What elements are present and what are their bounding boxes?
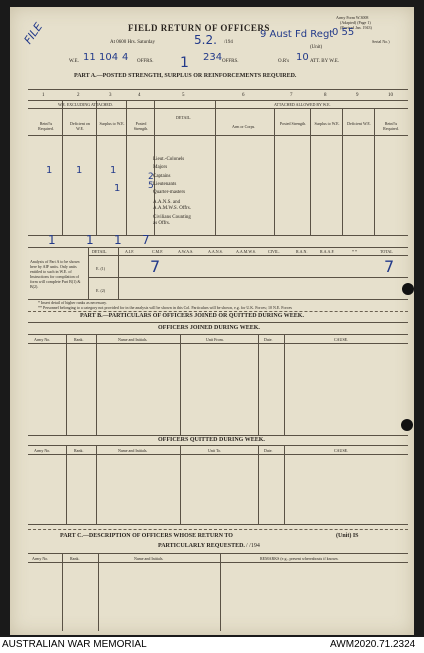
file-annotation: FILE — [21, 20, 46, 47]
col-divider — [126, 100, 127, 235]
col-number: 8 — [324, 93, 327, 98]
part-b-heading: PART B.—PARTICULARS OF OFFICERS JOINED OR QUITTED DURING WEEK. — [80, 313, 304, 319]
detail-row: Captains — [153, 174, 171, 179]
serial-handwritten: 0 55 — [332, 27, 355, 38]
joined-head: CAUSE. — [334, 337, 349, 342]
rule — [28, 247, 408, 248]
part-c-head: REMARKS (e.g., present whereabouts if known. — [260, 556, 339, 561]
analysis-head: C.M.F. — [152, 249, 164, 254]
col-head: Deficient on W.E. — [70, 121, 90, 131]
detail-row: A.A.N.S. and — [153, 200, 181, 205]
joined-title: OFFICERS JOINED DURING WEEK. — [158, 325, 260, 331]
offrs-label: OFFRS. — [137, 59, 154, 64]
col-head: Reinf'ts Required. — [383, 121, 399, 131]
col-divider — [284, 334, 285, 435]
document-page — [10, 7, 414, 635]
joined-head: Date. — [264, 337, 273, 342]
rule — [88, 255, 408, 256]
we-num-handwritten: 104 — [99, 52, 119, 63]
we-offrs-handwritten: 11 — [83, 52, 96, 63]
col-divider — [220, 553, 221, 631]
analysis-head: R.A.A.F. — [320, 249, 335, 254]
col-divider — [180, 334, 181, 435]
captains-count: 2 — [148, 172, 154, 182]
att-label: ATT. BY W.E. — [310, 59, 340, 64]
col-head: Posted Strength. — [133, 121, 149, 131]
col-divider — [274, 108, 275, 235]
footer-right: AWM2020.71.2324 — [330, 639, 416, 650]
col-head: Arm or Corps. — [232, 124, 256, 129]
analysis-note: Analysis of Part A to be shown here by AIF units. Only units entitled to such in W.E. of Instructions for compilation of form will complete Part B(1) & B(2). — [30, 259, 81, 289]
col-number: 7 — [290, 93, 293, 98]
analysis-head: A.A.N.S. — [208, 249, 223, 254]
col-divider — [98, 553, 99, 631]
col-head: Deficient W.E. — [347, 121, 371, 126]
detail-row: as Offrs. — [153, 221, 171, 226]
col-divider — [66, 445, 67, 524]
att-handwritten: 10 — [296, 52, 309, 63]
part-c-requested: PARTICULARLY REQUESTED. — [158, 543, 245, 549]
year: /194 — [224, 40, 233, 45]
analysis-head: R.A.N. — [296, 249, 308, 254]
quitted-head: Unit To. — [208, 448, 222, 453]
lieutenants-count: 5 — [148, 181, 154, 191]
detail-row: Quarter-masters — [153, 190, 186, 195]
rule — [28, 135, 408, 136]
col-divider — [258, 334, 259, 435]
rule — [28, 322, 408, 323]
analysis-head: A.I.F. — [125, 249, 135, 254]
rule — [28, 334, 408, 335]
part-c-head: Name and Initials. — [134, 556, 164, 561]
quitted-title: OFFICERS QUITTED DURING WEEK. — [158, 437, 265, 443]
col-head: Surplus to W.E. — [99, 121, 125, 126]
total: 1 — [86, 233, 94, 247]
part-c-head: Rank. — [70, 556, 80, 561]
form-title: FIELD RETURN OF OFFICERS — [128, 23, 270, 33]
part-c-heading: PART C.—DESCRIPTION OF OFFICERS WHOSE RETURN TO — [60, 533, 233, 539]
col-divider — [96, 334, 97, 435]
at-line: At 0600 Hrs. Saturday — [110, 40, 155, 45]
analysis-head: TOTAL — [380, 249, 393, 254]
detail-row: Lieutenants — [153, 182, 177, 187]
rule — [28, 454, 408, 455]
col-number: 5 — [182, 93, 185, 98]
analysis-row: E. (2) — [96, 288, 106, 293]
col-divider — [284, 445, 285, 524]
rule — [28, 100, 408, 101]
col-head: Reinf'ts Required. — [38, 121, 54, 131]
analysis-head: * * — [352, 249, 357, 254]
mark: 1 — [76, 165, 83, 176]
divider — [28, 311, 408, 312]
col-number: 6 — [242, 93, 245, 98]
joined-head: Rank. — [74, 337, 84, 342]
rule — [28, 89, 408, 90]
analysis-row: E. (1) — [96, 266, 106, 271]
col-divider — [96, 445, 97, 524]
we-excluding-heading: W.E. EXCLUDING ATTACHED. — [58, 102, 113, 107]
analysis-head: A.A.M.W.S. — [236, 249, 256, 254]
mark: 1 — [114, 183, 121, 194]
part-c-unit: (Unit) IS — [336, 533, 359, 539]
col-divider — [215, 100, 216, 235]
col-divider — [62, 100, 63, 235]
col-divider — [342, 108, 343, 235]
joined-head: Unit From. — [206, 337, 224, 342]
analysis-head: CIVIL. — [268, 249, 280, 254]
part-c-head: Army No. — [32, 556, 49, 561]
ors-label: O.R's — [278, 59, 290, 64]
col-number: 4 — [138, 93, 141, 98]
quitted-head: CAUSE. — [334, 448, 349, 453]
total-count: 7 — [384, 257, 395, 276]
form-reference: Army Form W.3008 — [336, 15, 369, 20]
joined-head: Army No. — [34, 337, 51, 342]
footer-left: AUSTRALIAN WAR MEMORIAL — [2, 639, 147, 650]
detail-row: Civilians Counting — [153, 215, 191, 220]
unit-label: (Unit) — [310, 45, 323, 50]
divider — [28, 529, 408, 530]
footnote: ** Personnel belonging to a category not provided for in the analysis will be shown in this Col. Particulars will be shown, e.g. for U.K. Forces; 10 N.E. Forces — [38, 305, 292, 310]
col-head: DETAIL. — [176, 115, 192, 120]
col-number: 9 — [356, 93, 359, 98]
quitted-head: Army No. — [34, 448, 51, 453]
serial-label: Serial No.) — [372, 39, 390, 44]
rule — [28, 524, 408, 525]
total: 1 — [48, 233, 56, 247]
offrs-handwritten: 1 — [180, 55, 189, 71]
rule — [28, 445, 408, 446]
quitted-head: Name and Initials. — [118, 448, 148, 453]
rule — [88, 277, 408, 278]
detail-row: Majors — [153, 165, 168, 170]
punch-hole — [401, 419, 413, 431]
part-a-heading: PART A.—POSTED STRENGTH, SURPLUS OR REINFORCEMENTS REQUIRED. — [74, 73, 297, 79]
detail-row: A.A.M.W.S. Offrs. — [153, 206, 191, 211]
archive-footer — [0, 637, 424, 653]
col-head: Surplus to W.E. — [314, 121, 340, 126]
rule — [28, 235, 408, 236]
mark: 1 — [46, 165, 53, 176]
punch-hole — [402, 283, 414, 295]
joined-head: Name and Initials. — [118, 337, 148, 342]
we-label: W.E. — [69, 59, 79, 64]
col-number: 1 — [42, 93, 45, 98]
rule — [28, 562, 408, 563]
quitted-head: Rank. — [74, 448, 84, 453]
rule — [28, 343, 408, 344]
ors-handwritten: 234 — [203, 52, 223, 63]
quitted-head: Date. — [264, 448, 273, 453]
rule — [28, 108, 408, 109]
total: 7 — [142, 233, 150, 247]
col-divider — [180, 445, 181, 524]
detail-row: Lieut.-Colonels — [153, 157, 185, 162]
offrs-label-2: OFFRS. — [222, 59, 239, 64]
attached-allowed-heading: ATTACHED ALLOWED BY W.E. — [274, 102, 331, 107]
part-c-date: / /194 — [246, 543, 260, 549]
mark: 1 — [110, 165, 117, 176]
we-ors-handwritten: 4 — [122, 52, 129, 63]
col-divider — [258, 445, 259, 524]
col-head: Posted Strength. — [279, 121, 307, 126]
unit-handwritten: 9 Aust Fd Regt — [260, 29, 334, 40]
col-number: 10 — [388, 93, 393, 98]
footnote: * Insert detail of higher ranks as necessary. — [38, 300, 107, 305]
col-divider — [66, 334, 67, 435]
col-divider — [374, 108, 375, 235]
col-number: 2 — [77, 93, 80, 98]
rule — [28, 435, 408, 436]
date-handwritten: 5.2. — [194, 33, 217, 47]
col-divider — [96, 100, 97, 235]
form-reference-3: (Revised Jan. 1943) — [340, 25, 372, 30]
rule — [28, 553, 408, 554]
aif-count: 7 — [150, 257, 161, 276]
col-divider — [310, 108, 311, 235]
analysis-head: A.W.A.S. — [178, 249, 194, 254]
col-number: 3 — [109, 93, 112, 98]
form-reference-2: (Adapted) (Page 1) — [340, 20, 371, 25]
total: 1 — [114, 233, 122, 247]
col-divider — [62, 553, 63, 631]
analysis-head: DETAIL. — [92, 249, 108, 254]
